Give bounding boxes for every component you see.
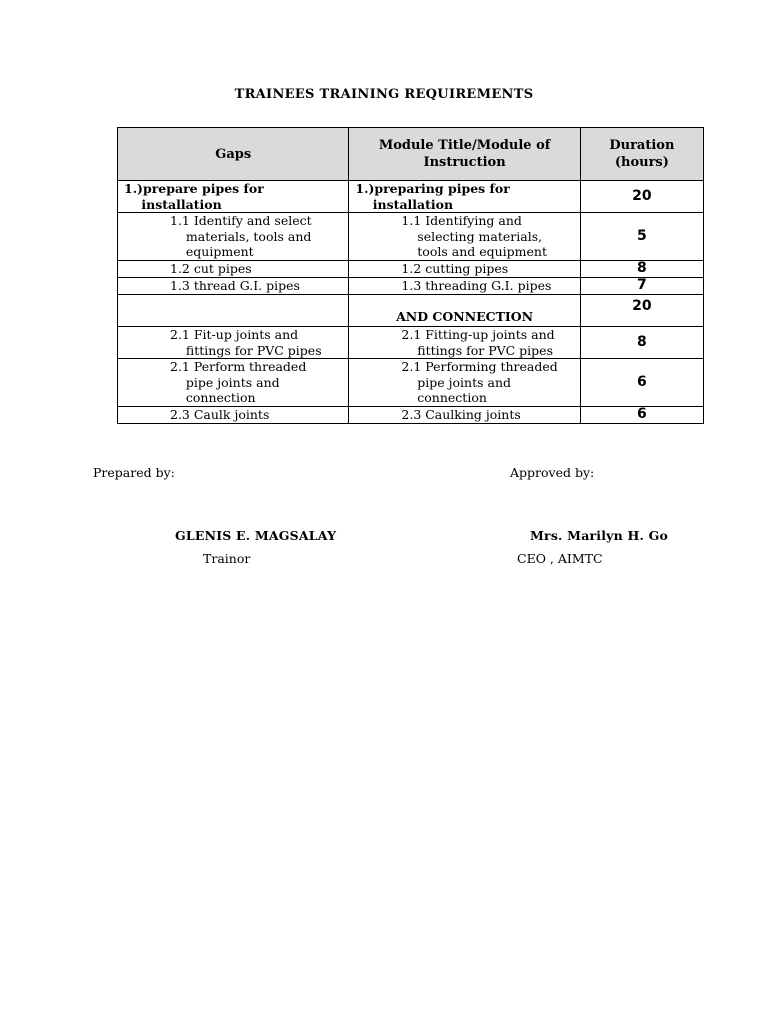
module-cell: 1.2 cutting pipes: [349, 261, 580, 278]
table-row: [118, 181, 704, 213]
table-row: [118, 327, 704, 359]
table-row: [118, 213, 704, 261]
table-row: [118, 407, 704, 424]
table-row: [118, 295, 704, 327]
gap-cell: 1.3 thread G.I. pipes: [118, 278, 349, 295]
table-header-row: [118, 128, 704, 181]
header-gaps: Gaps: [118, 128, 349, 181]
header-module: Module Title/Module of Instruction: [349, 128, 580, 181]
approver-name: Mrs. Marilyn H. Go: [530, 528, 669, 543]
duration-cell: 7: [580, 278, 703, 295]
duration-cell: 6: [580, 359, 703, 407]
table-row: [118, 359, 704, 407]
module-cell: 2.1 Performing threaded pipe joints and connection: [349, 359, 580, 407]
gap-cell: 1.2 cut pipes: [118, 261, 349, 278]
gap-cell: 2.1 Perform threaded pipe joints and connection: [118, 359, 349, 407]
prepared-by-label: Prepared by:: [93, 465, 175, 480]
duration-cell: 6: [580, 407, 703, 424]
duration-cell: 20: [580, 295, 703, 327]
table-row: [118, 278, 704, 295]
module-cell: 1.1 Identifying and selecting materials, tools and equipment: [349, 213, 580, 261]
approved-by-label: Approved by:: [510, 465, 595, 480]
training-requirements-table: [117, 127, 704, 424]
module-cell: 2.3 Caulking joints: [349, 407, 580, 424]
gap-cell: 2.1 Fit-up joints and fittings for PVC pipes: [118, 327, 349, 359]
gap-cell: 1.)prepare pipes for installation: [118, 181, 349, 213]
document-title: TRAINEES TRAINING REQUIREMENTS: [234, 87, 534, 102]
duration-cell: 20: [580, 181, 703, 213]
gap-cell: [118, 295, 349, 327]
duration-cell: 8: [580, 261, 703, 278]
module-cell: 2.1 Fitting-up joints and fittings for PVC pipes: [349, 327, 580, 359]
duration-cell: 5: [580, 213, 703, 261]
preparer-name: GLENIS E. MAGSALAY: [175, 528, 337, 543]
gap-cell: 2.3 Caulk joints: [118, 407, 349, 424]
header-duration: Duration (hours): [580, 128, 703, 181]
approver-role: CEO , AIMTC: [517, 551, 603, 566]
module-cell: 1.)preparing pipes for installation: [349, 181, 580, 213]
module-cell: AND CONNECTION: [349, 295, 580, 327]
preparer-role: Trainor: [203, 551, 251, 566]
duration-cell: 8: [580, 327, 703, 359]
gap-cell: 1.1 Identify and select materials, tools and equipment: [118, 213, 349, 261]
table-row: [118, 261, 704, 278]
module-cell: 1.3 threading G.I. pipes: [349, 278, 580, 295]
